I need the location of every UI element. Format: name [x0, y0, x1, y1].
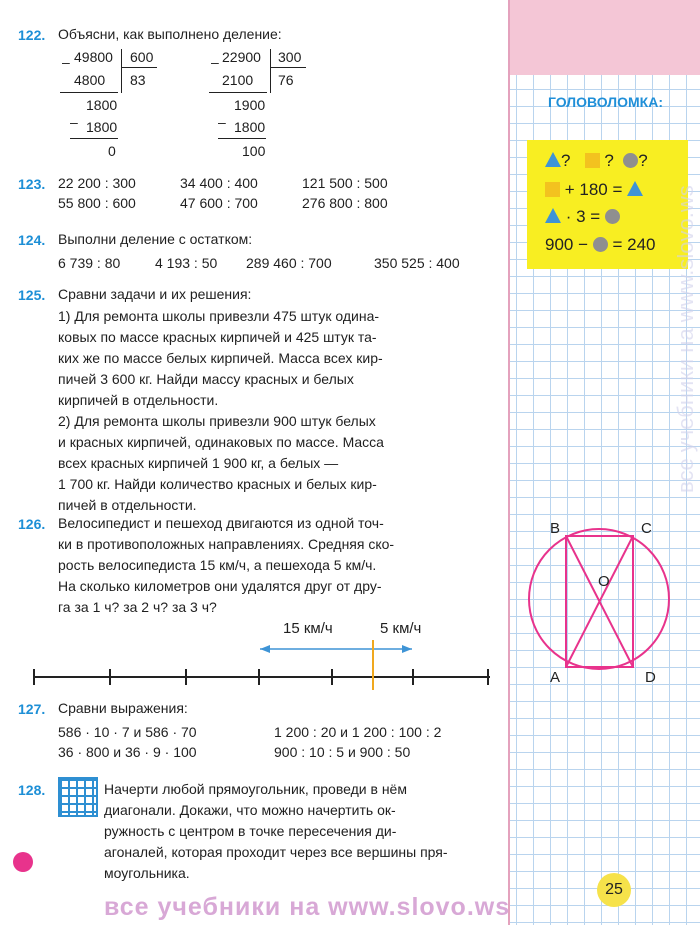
remainder: 100 [242, 143, 266, 159]
task-number-123: 123. [18, 176, 46, 192]
remainder: 1800 [86, 97, 118, 113]
minus-sign: – [62, 54, 70, 70]
subtrahend: 4800 [74, 72, 106, 88]
pink-header-band [510, 0, 700, 75]
label-o: O [598, 573, 610, 590]
question-mark: ? [638, 151, 648, 170]
margin-line [508, 0, 510, 925]
puzzle-expression: + 180 = [560, 180, 628, 199]
puzzle-row-2 [545, 180, 643, 200]
task-125-line: пичей 3 600 кг. Найди массу красных и белых [58, 371, 354, 387]
comparison: 586 · 10 · 7 и 586 · 70 [58, 724, 197, 740]
task-125-line: кирпичей в отдельности. [58, 392, 219, 408]
subtrahend: 1800 [234, 119, 266, 135]
task-128-line: моугольника. [104, 865, 190, 881]
triangle-icon [627, 181, 643, 196]
page-number: 25 [597, 873, 631, 907]
task-126-line: Велосипедист и пешеход двигаются из одной точ- [58, 515, 384, 531]
task-125-line: всех красных кирпичей 1 900 кг, а белых — [58, 455, 339, 471]
label-c: C [641, 520, 652, 537]
question-mark: ? [604, 151, 614, 170]
expression: 6 739 : 80 [58, 255, 121, 271]
puzzle-expression: = 240 [607, 235, 656, 254]
minus-sign: – [70, 114, 78, 130]
dividend: 22900 [222, 49, 261, 65]
arrow-head-left [260, 645, 270, 653]
remainder: 1900 [234, 97, 266, 113]
triangle-icon [545, 208, 561, 223]
footer-watermark: все учебники на www.slovo.ws [104, 893, 511, 921]
task-126-line: рость велосипедиста 15 км/ч, а пешехода 5 км/ч. [58, 557, 377, 573]
square-icon [585, 153, 600, 168]
comparison: 900 : 10 : 5 и 900 : 50 [274, 744, 411, 760]
task-125-line: 1) Для ремонта школы привезли 475 штук одина- [58, 308, 380, 324]
circle-icon [605, 209, 620, 224]
question-mark: ? [561, 151, 571, 170]
expression: 34 400 : 400 [180, 175, 258, 191]
task-125-line: ковых по массе красных кирпичей и 425 штук та- [58, 329, 377, 345]
puzzle-expression: 900 − [545, 235, 593, 254]
quotient: 83 [130, 72, 146, 88]
speed-label-cyclist: 15 км/ч [283, 620, 333, 637]
task-128-line: Начерти любой прямоугольник, проведи в нём [104, 781, 407, 797]
task-number-124: 124. [18, 232, 46, 248]
expression: 55 800 : 600 [58, 195, 136, 211]
expression: 276 800 : 800 [302, 195, 388, 211]
label-d: D [645, 669, 656, 686]
triangle-icon [545, 152, 561, 167]
task-125-line: ких же по массе белых кирпичей. Масса всех кир- [58, 350, 383, 366]
quotient: 76 [278, 72, 294, 88]
inscribed-rectangle-figure [520, 510, 700, 690]
subtrahend: 1800 [86, 119, 118, 135]
grid-notebook-icon [58, 777, 98, 817]
task-126-line: На сколько километров они удалятся друг от дру- [58, 578, 382, 594]
task-128-line: ружность с центром в точке пересечения ди- [104, 823, 397, 839]
task-127-text: Сравни выражения: [58, 700, 188, 716]
task-122-text: Объясни, как выполнено деление: [58, 26, 282, 42]
label-b: B [550, 520, 561, 537]
task-125-text: Сравни задачи и их решения: [58, 286, 252, 302]
puzzle-row-1 [545, 151, 648, 171]
difficulty-dot-icon [13, 852, 33, 872]
task-128-line: диагонали. Докажи, что можно начертить ок- [104, 802, 396, 818]
task-126-line: га за 1 ч? за 2 ч? за 3 ч? [58, 599, 217, 615]
task-125-line: и красных кирпичей, одинаковых по массе. Масса [58, 434, 384, 450]
minus-sign: – [211, 54, 219, 70]
number-line-diagram [30, 640, 500, 696]
remainder: 0 [108, 143, 116, 159]
task-number-126: 126. [18, 516, 46, 532]
comparison: 1 200 : 20 и 1 200 : 100 : 2 [274, 724, 442, 740]
divisor: 300 [278, 49, 302, 65]
arrow-head-right [402, 645, 412, 653]
task-126-line: ки в противоположных направлениях. Средняя ско- [58, 536, 395, 552]
puzzle-row-3 [545, 207, 620, 227]
expression: 350 525 : 400 [374, 255, 460, 271]
puzzle-expression: · 3 = [561, 207, 605, 226]
task-128-line: агоналей, которая проходит через все вершины пря- [104, 844, 448, 860]
expression: 121 500 : 500 [302, 175, 388, 191]
grid-paper-column [510, 0, 700, 925]
dividend: 49800 [74, 49, 113, 65]
circle-icon [623, 153, 638, 168]
expression: 22 200 : 300 [58, 175, 136, 191]
subtrahend: 2100 [222, 72, 254, 88]
expression: 4 193 : 50 [155, 255, 218, 271]
expression: 47 600 : 700 [180, 195, 258, 211]
square-icon [545, 182, 560, 197]
task-number-128: 128. [18, 782, 46, 798]
puzzle-box [527, 140, 688, 269]
label-a: A [550, 669, 561, 686]
expression: 289 460 : 700 [246, 255, 332, 271]
speed-label-pedestrian: 5 км/ч [380, 620, 422, 637]
task-number-127: 127. [18, 701, 46, 717]
circle-icon [593, 237, 608, 252]
task-number-125: 125. [18, 287, 46, 303]
minus-sign: – [218, 114, 226, 130]
task-125-line: пичей в отдельности. [58, 497, 197, 513]
task-124-text: Выполни деление с остатком: [58, 231, 253, 247]
puzzle-row-4 [545, 235, 656, 255]
comparison: 36 · 800 и 36 · 9 · 100 [58, 744, 197, 760]
task-number-122: 122. [18, 27, 46, 43]
divisor: 600 [130, 49, 154, 65]
task-125-line: 1 700 кг. Найди количество красных и белых кир- [58, 476, 377, 492]
task-125-line: 2) Для ремонта школы привезли 900 штук белых [58, 413, 376, 429]
puzzle-title: ГОЛОВОЛОМКА: [548, 94, 664, 110]
